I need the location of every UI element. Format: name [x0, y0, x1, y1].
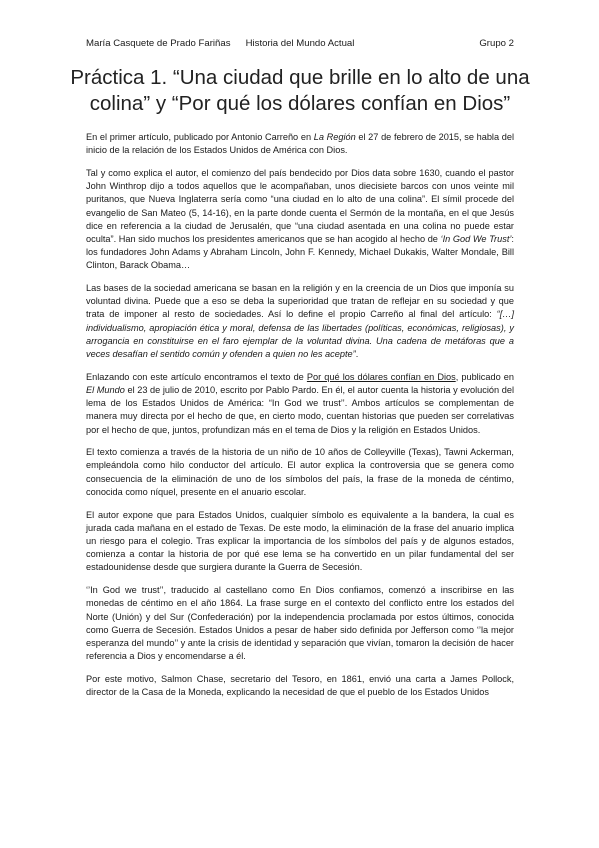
header-group: Grupo 2 [479, 38, 514, 49]
source-el-mundo: El Mundo [86, 384, 125, 395]
header-author: María Casquete de Prado Fariñas [86, 38, 231, 49]
document-title: Práctica 1. “Una ciudad que brille en lo alto de una colina” y “Por qué los dólares confían en Dios” [70, 66, 530, 115]
paragraph-6: El autor expone que para Estados Unidos, cualquier símbolo es equivalente a la bandera, la cual es jurada cada mañana en el estado de Texas. De este modo, la eliminación de la frase del anuario implica un riesgo para el colegio. Tras explicar la importancia de los símbolos del país y de algunos estados, comienza a contar la historia de por qué ese lema se ha convertido en un pilar fundamental del ser estadounidense desde que surgiera durante la Guerra de Secesión. [86, 509, 514, 573]
paragraph-2-text: Tal y como explica el autor, el comienzo del país bendecido por Dios data sobre 1630, cuando el pastor John Winthrop dijo a todos aquellos que le acompañaban, unos diecisiete barcos con unos veinte mil puritanos, que Nueva Inglaterra sería como “una ciudad en lo alto de una colina”. El símil procede del evangelio de San Mateo (5, 14-16), en la parte donde cuenta el Sermón de la montaña, en el que Jesús dice en referencia a la ciudad de Jerusalén, que “una ciudad asentada en una colina no puede estar oculta”. Han sido muchos los presidentes americanos que se han acogido al hecho de [86, 167, 514, 244]
paragraph-4-text-end: el 23 de julio de 2010, escrito por Pablo Pardo. En él, el autor cuenta la historia y evolución del lema de los Estados Unidos de América: “In God we trust’’. Ambos artículos se complementan de manera muy directa por el hecho de que, en cierto modo, cuentan historias que pueden ser correlativas por el hecho de que, juntos, profundizan más en el tema de Dios y la religión en Estados Unidos. [86, 384, 514, 435]
paragraph-2-text-end: : los fundadores John Adams y Abraham Lincoln, John F. Kennedy, Michael Dukakis, Walter Mondale, Bill Clinton, Barack Obama… [86, 233, 514, 271]
paragraph-1-text: En el primer artículo, publicado por Antonio Carreño en [86, 132, 314, 142]
paragraph-2 [86, 167, 514, 273]
motto-quote: ‘In God We Trust’ [440, 233, 512, 244]
paragraph-1-text-end: el 27 de febrero de 2015, se habla del inicio de la relación de los Estados Unidos de América con Dios. [86, 132, 515, 156]
paragraph-4-text: Enlazando con este artículo encontramos el texto de [86, 371, 307, 382]
paragraph-3 [86, 282, 514, 361]
document-body [86, 131, 514, 709]
paragraph-3-text-end: . [355, 349, 359, 360]
paragraph-4-text-mid: , publicado en [455, 371, 514, 382]
paragraph-8: Por este motivo, Salmon Chase, secretario del Tesoro, en 1861, envió una carta a James Pollock, director de la Casa de la Moneda, explicando la necesidad de que el pueblo de los Estados Unidos [86, 673, 514, 698]
paragraph-7: ‘’In God we trust’’, traducido al castellano como En Dios confiamos, comenzó a inscribirse en las monedas de céntimo en el año 1864. La frase surge en el contexto del conflicto entre los estados del Norte (Unión) y del Sur (Confederación) por la independencia proclamada por estos últimos, conocida como Guerra de Secesión. Estados Unidos a pesar de haber sido definida por Jefferson como ‘’la mejor esperanza del mundo’’ y ante la crisis de identidad y separación que vivían, tomaron la decisión de hacer referencia a Dios y encomendarse a él. [86, 585, 514, 662]
carreno-quote: “[…] individualismo, apropiación ética y moral, defensa de las libertades (políticas, económicas, religiosas), y arrogancia en constituirse en el faro ejemplar de la voluntad divina. Una cadena de metáforas que a veces desafían el sentido común y ofenden a quien no les acepte” [86, 309, 514, 360]
paragraph-1 [86, 131, 514, 157]
paragraph-5: El texto comienza a través de la historia de un niño de 10 años de Colleyville (Texas), Tawni Ackerman, empleándola como hilo conductor del artículo. El autor explica la controversia que se genera como consecuencia de la eliminación de uno de los símbolos del país, la frase de la moneda de céntimo, conocida como níquel, presente en el anuario escolar. [86, 447, 514, 497]
source-la-region: La Región [313, 132, 356, 142]
article-title-link[interactable]: Por qué los dólares confían en Dios [306, 371, 456, 382]
header-course: Historia del Mundo Actual [245, 38, 355, 49]
paragraph-4 [86, 371, 514, 437]
page-header [86, 38, 514, 52]
paragraph-3-text: Las bases de la sociedad americana se basan en la religión y en la creencia de un Dios que imponía su voluntad divina. Puede que a eso se deba la superioridad que tratan de reflejar en su sociedad y que trata de imponer al resto de sociedades. Así lo define el propio Carreño al final del artículo: [86, 283, 514, 320]
